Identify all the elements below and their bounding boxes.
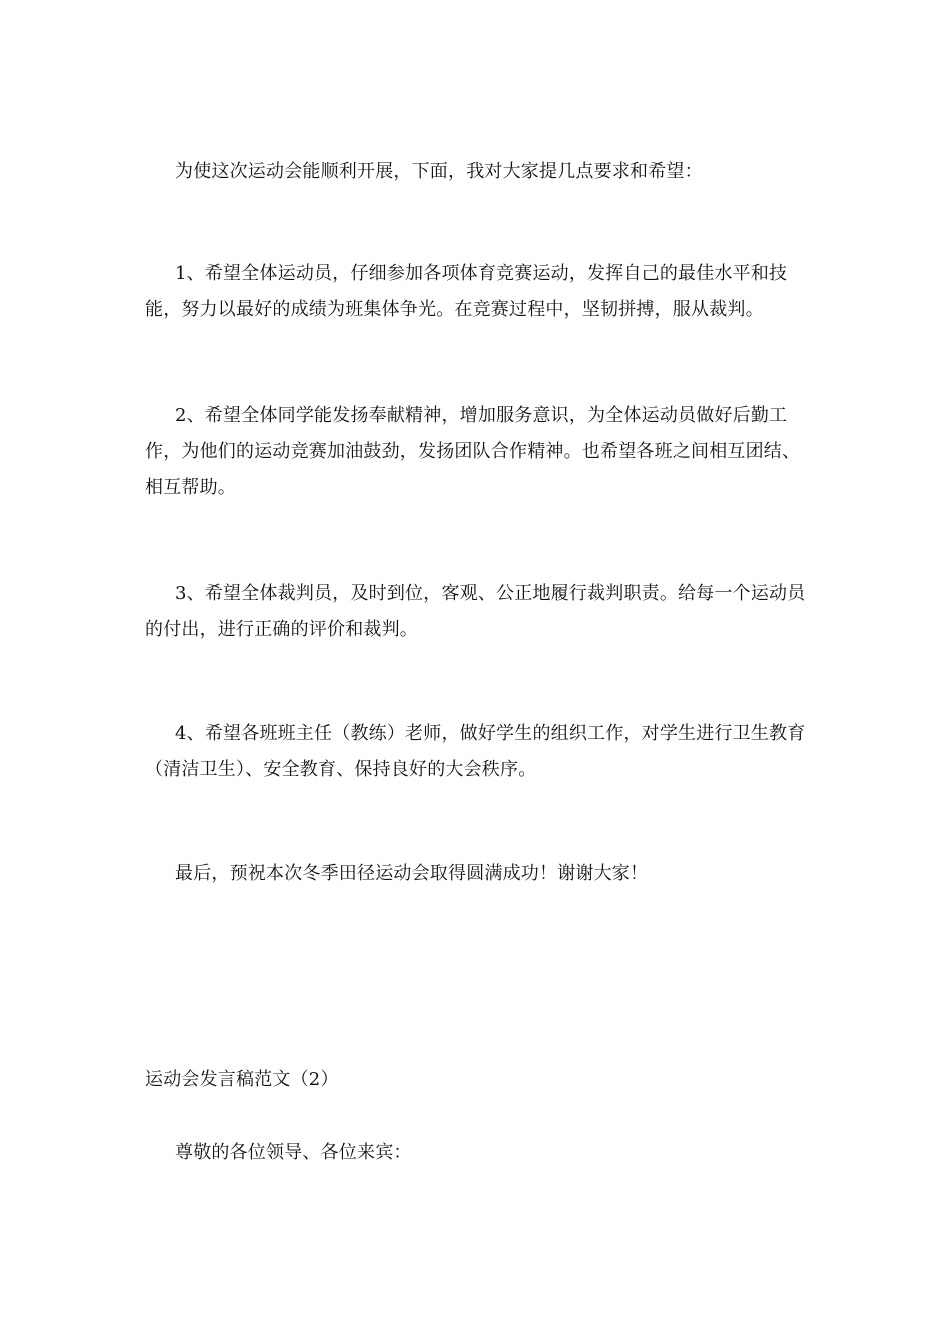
salutation: 尊敬的各位领导、各位来宾： xyxy=(175,1142,412,1163)
paragraph-item-2: 2、希望全体同学能发扬奉献精神，增加服务意识，为全体运动员做好后勤工作，为他们的运动竞赛加油鼓劲，发扬团队合作精神。也希望各班之间相互团结、相互帮助。 xyxy=(145,405,801,498)
paragraph-item-4: 4、希望各班班主任（教练）老师，做好学生的组织工作，对学生进行卫生教育（清洁卫生）、安全教育、保持良好的大会秩序。 xyxy=(145,723,806,780)
paragraph-closing: 最后，预祝本次冬季田径运动会取得圆满成功！谢谢大家！ xyxy=(175,863,649,884)
paragraph-item-3: 3、希望全体裁判员，及时到位，客观、公正地履行裁判职责。给每一个运动员的付出，进行正确的评价和裁判。 xyxy=(145,583,806,640)
paragraph-intro: 为使这次运动会能顺利开展，下面，我对大家提几点要求和希望： xyxy=(175,161,703,182)
paragraph-item-1: 1、希望全体运动员，仔细参加各项体育竞赛运动，发挥自己的最佳水平和技能，努力以最好的成绩为班集体争光。在竞赛过程中，坚韧拼搏，服从裁判。 xyxy=(145,263,788,320)
section-title: 运动会发言稿范文（2） xyxy=(145,1069,339,1090)
